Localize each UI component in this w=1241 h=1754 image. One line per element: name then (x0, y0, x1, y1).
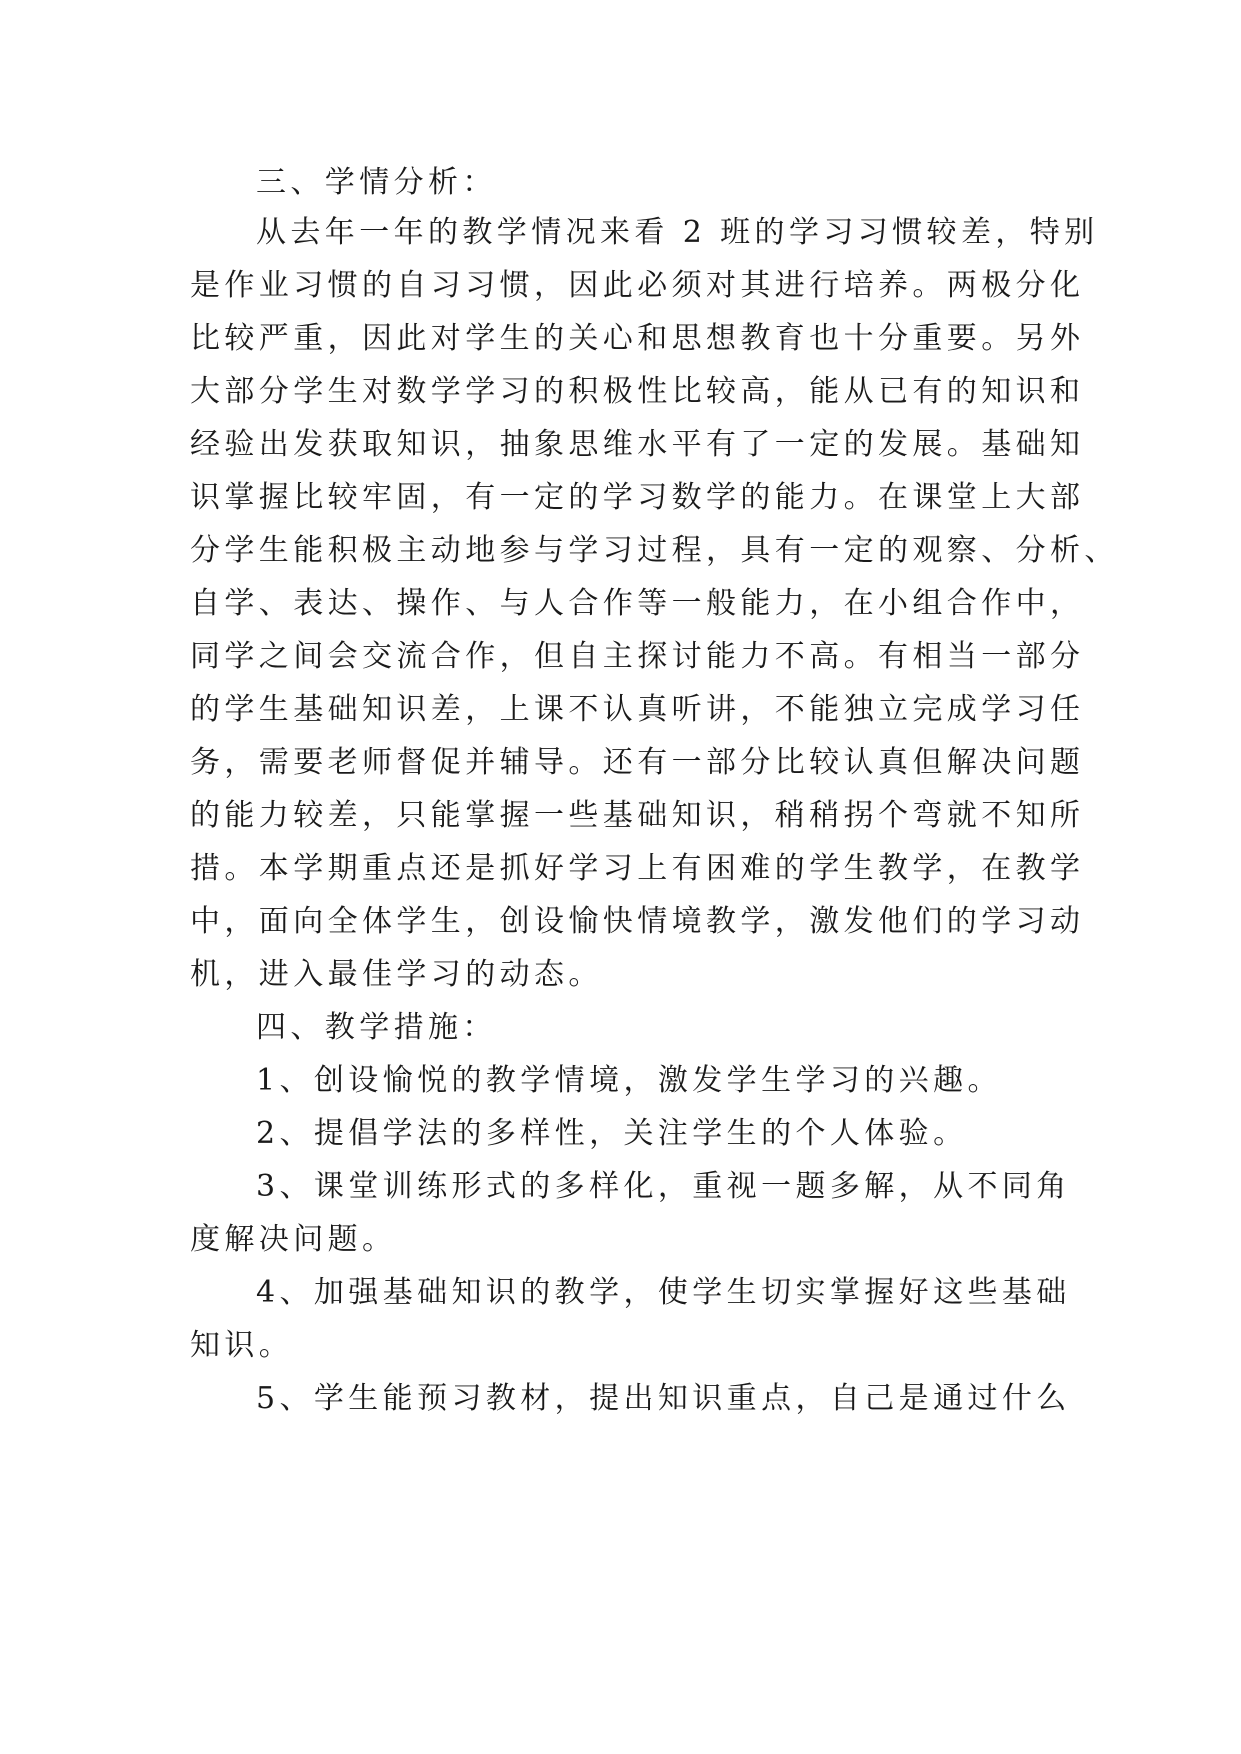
list-item-2: 2、提倡学法的多样性，关注学生的个人体验。 (256, 1116, 968, 1151)
list-item-3-continuation: 度解决问题。 (190, 1222, 397, 1257)
paragraph-line: 大部分学生对数学学习的积极性比较高，能从已有的知识和 (190, 374, 1085, 409)
list-item-1: 1、创设愉悦的教学情境，激发学生学习的兴趣。 (256, 1063, 1002, 1098)
section-heading-teaching-measures: 四、教学措施： (256, 1010, 497, 1045)
paragraph-line: 同学之间会交流合作，但自主探讨能力不高。有相当一部分 (190, 639, 1085, 674)
list-item-3: 3、课堂训练形式的多样化，重视一题多解，从不同角 (256, 1169, 1071, 1204)
paragraph-line: 是作业习惯的自习习惯，因此必须对其进行培养。两极分化 (190, 268, 1085, 303)
paragraph-line: 措。本学期重点还是抓好学习上有困难的学生教学，在教学 (190, 851, 1085, 886)
paragraph-line: 的能力较差，只能掌握一些基础知识，稍稍拐个弯就不知所 (190, 798, 1085, 833)
paragraph-line: 经验出发获取知识，抽象思维水平有了一定的发展。基础知 (190, 427, 1085, 462)
section-heading-student-analysis: 三、学情分析： (256, 165, 497, 200)
list-item-4-continuation: 知识。 (190, 1328, 294, 1363)
list-item-5: 5、学生能预习教材，提出知识重点，自己是通过什么 (256, 1381, 1071, 1416)
list-item-4: 4、加强基础知识的教学，使学生切实掌握好这些基础 (256, 1275, 1071, 1310)
paragraph-line: 机，进入最佳学习的动态。 (190, 957, 603, 992)
paragraph-line: 的学生基础知识差，上课不认真听讲，不能独立完成学习任 (190, 692, 1085, 727)
paragraph-line: 中，面向全体学生，创设愉快情境教学，激发他们的学习动 (190, 904, 1085, 939)
paragraph-line: 识掌握比较牢固，有一定的学习数学的能力。在课堂上大部 (190, 480, 1085, 515)
paragraph-line: 自学、表达、操作、与人合作等一般能力，在小组合作中， (190, 586, 1085, 621)
paragraph-line: 从去年一年的教学情况来看 2 班的学习习惯较差，特别 (256, 215, 1099, 250)
paragraph-line: 比较严重，因此对学生的关心和思想教育也十分重要。另外 (190, 321, 1085, 356)
paragraph-line: 分学生能积极主动地参与学习过程，具有一定的观察、分析、 (190, 533, 1119, 568)
paragraph-line: 务，需要老师督促并辅导。还有一部分比较认真但解决问题 (190, 745, 1085, 780)
